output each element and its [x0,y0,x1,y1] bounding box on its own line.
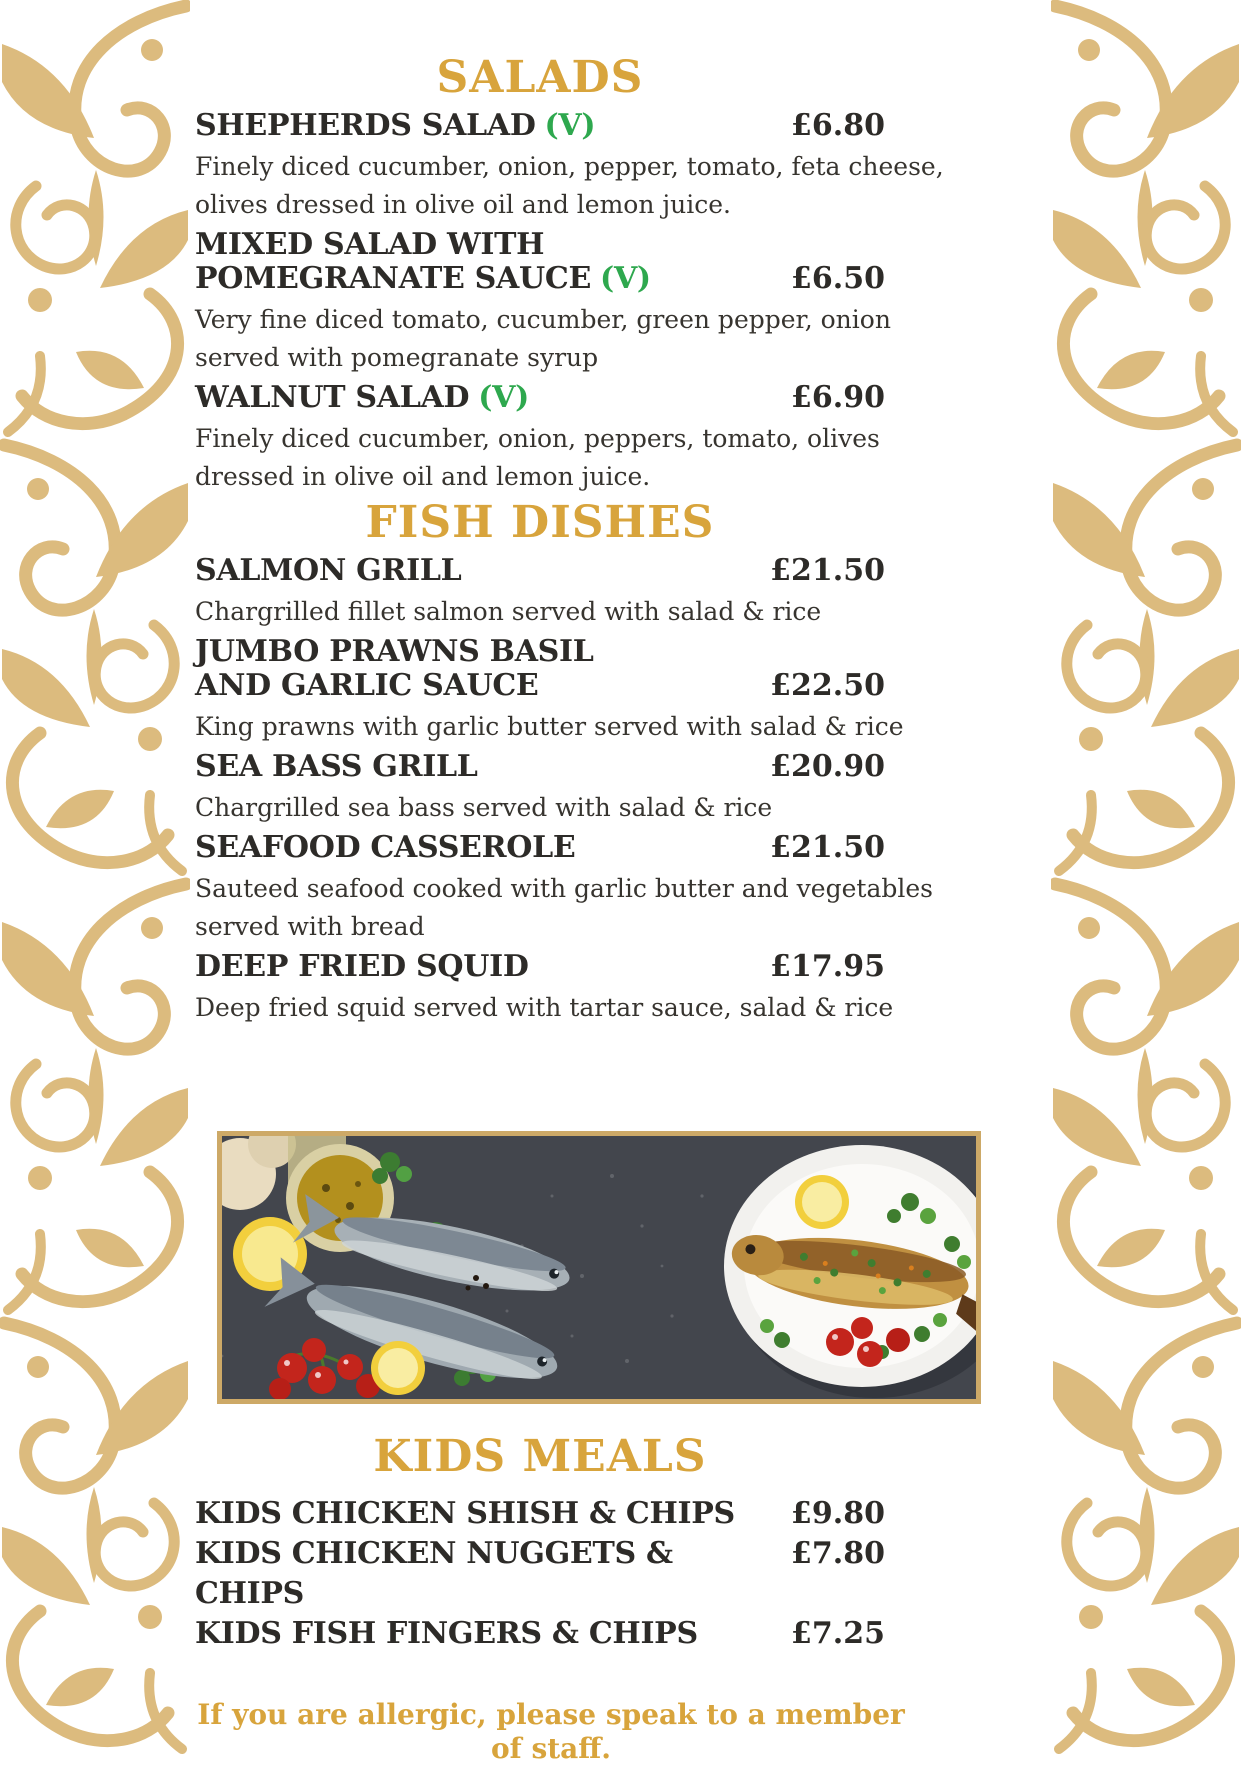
item-name-text: SHEPHERDS SALAD [195,108,536,143]
allergy-notice: If you are allergic, please speak to a member of staff. [197,1698,905,1765]
item-name-row [195,1494,885,1534]
item-name [195,635,594,669]
vegetarian-marker: (V) [544,108,596,143]
description-line: King prawns with garlic butter served with salad & rice [195,712,904,741]
item-name-row [195,950,885,984]
item-name [195,669,538,703]
menu-content [195,52,944,1766]
item-price: £7.80 [791,1536,885,1571]
item-name-row [195,262,885,296]
food-photo [217,1131,981,1404]
item-name-text: DEEP FRIED SQUID [195,949,529,984]
item-price: £6.80 [791,108,885,143]
item-salmon-grill [195,554,885,631]
item-name [195,554,461,588]
description-line: served with bread [195,912,425,941]
item-name-text: JUMBO PRAWNS BASIL [195,634,594,669]
section-kids-meals [195,1431,885,1654]
item-description [195,870,933,946]
description-line: Finely diced cucumber, onion, pepper, tomato, feta cheese, [195,152,944,181]
description-line: Deep fried squid served with tartar sauce, salad & rice [195,993,894,1022]
item-name-row [195,109,885,143]
item-kids-chicken-nuggets [195,1534,885,1614]
fish-dishes-photo [222,1136,976,1399]
item-name-text: SEAFOOD CASSEROLE [195,830,576,865]
item-walnut-salad [195,381,885,496]
item-name-text: KIDS CHICKEN NUGGETS & CHIPS [195,1536,673,1611]
item-name [195,750,478,784]
item-shepherds-salad [195,108,944,224]
item-name-row [195,750,885,784]
description-line: Chargrilled fillet salmon served with salad & rice [195,597,822,626]
item-name [195,381,529,415]
item-name [195,1494,735,1534]
item-kids-chicken-shish [195,1494,885,1534]
item-name [195,109,595,143]
ornament-left [0,0,190,1755]
section-salads [195,52,944,496]
item-mixed-salad-pomegranate [195,227,891,377]
item-name-text: MIXED SALAD WITH [195,227,545,262]
item-name-row [195,1614,885,1654]
item-price: £9.80 [791,1496,885,1531]
section-title-kids-meals: KIDS MEALS [373,1431,707,1482]
item-name-row [195,554,885,588]
item-description [195,593,885,631]
item-name [195,1534,791,1614]
lemon-slice-on-plate [795,1175,849,1229]
item-name-text: AND GARLIC SAUCE [195,668,539,703]
item-price: £20.90 [770,749,885,784]
item-name [195,262,651,296]
item-description [195,148,944,224]
description-line: served with pomegranate syrup [195,343,599,372]
description-line: Finely diced cucumber, onion, peppers, tomato, olives [195,424,880,453]
item-name-text: SALMON GRILL [195,553,462,588]
item-name-row [195,1534,885,1614]
item-description [195,708,904,746]
item-name [195,831,575,865]
item-jumbo-prawns [195,634,904,746]
item-seafood-casserole [195,830,933,946]
item-name-text: WALNUT SALAD [195,380,470,415]
item-deep-fried-squid [195,949,894,1027]
item-price: £22.50 [770,668,885,703]
description-line: Sauteed seafood cooked with garlic butter and vegetables [195,874,933,903]
item-price: £21.50 [770,553,885,588]
item-name [195,950,529,984]
item-name-row [195,635,885,669]
section-title-salads: SALADS [436,52,644,103]
item-name-text: SEA BASS GRILL [195,749,478,784]
section-fish-dishes [195,497,933,1027]
vegetarian-marker: (V) [600,261,651,296]
item-name [195,228,544,262]
description-line: olives dressed in olive oil and lemon juice. [195,190,731,219]
item-name-text: KIDS CHICKEN SHISH & CHIPS [195,1496,735,1531]
item-name-row [195,669,885,703]
lemon-slice [371,1341,425,1395]
ornament-right [1051,0,1241,1755]
item-description [195,420,885,496]
item-price: £17.95 [770,949,885,984]
item-name-text: KIDS FISH FINGERS & CHIPS [195,1616,698,1651]
item-description [195,301,891,377]
item-price: £21.50 [770,830,885,865]
item-price: £6.90 [791,380,885,415]
item-name [195,1614,698,1654]
description-line: dressed in olive oil and lemon juice. [195,462,651,491]
item-price: £7.25 [791,1616,885,1651]
description-line: Very fine diced tomato, cucumber, green pepper, onion [195,305,891,334]
item-name-row [195,228,885,262]
item-description [195,789,885,827]
vegetarian-marker: (V) [478,380,529,415]
item-kids-fish-fingers [195,1614,885,1654]
item-sea-bass-grill [195,750,885,827]
item-description [195,989,894,1027]
item-name-row [195,381,885,415]
item-name-row [195,831,885,865]
item-price: £6.50 [791,261,885,296]
item-name-text: POMEGRANATE SAUCE [195,261,592,296]
description-line: Chargrilled sea bass served with salad & rice [195,793,773,822]
section-title-fish-dishes: FISH DISHES [365,497,715,548]
